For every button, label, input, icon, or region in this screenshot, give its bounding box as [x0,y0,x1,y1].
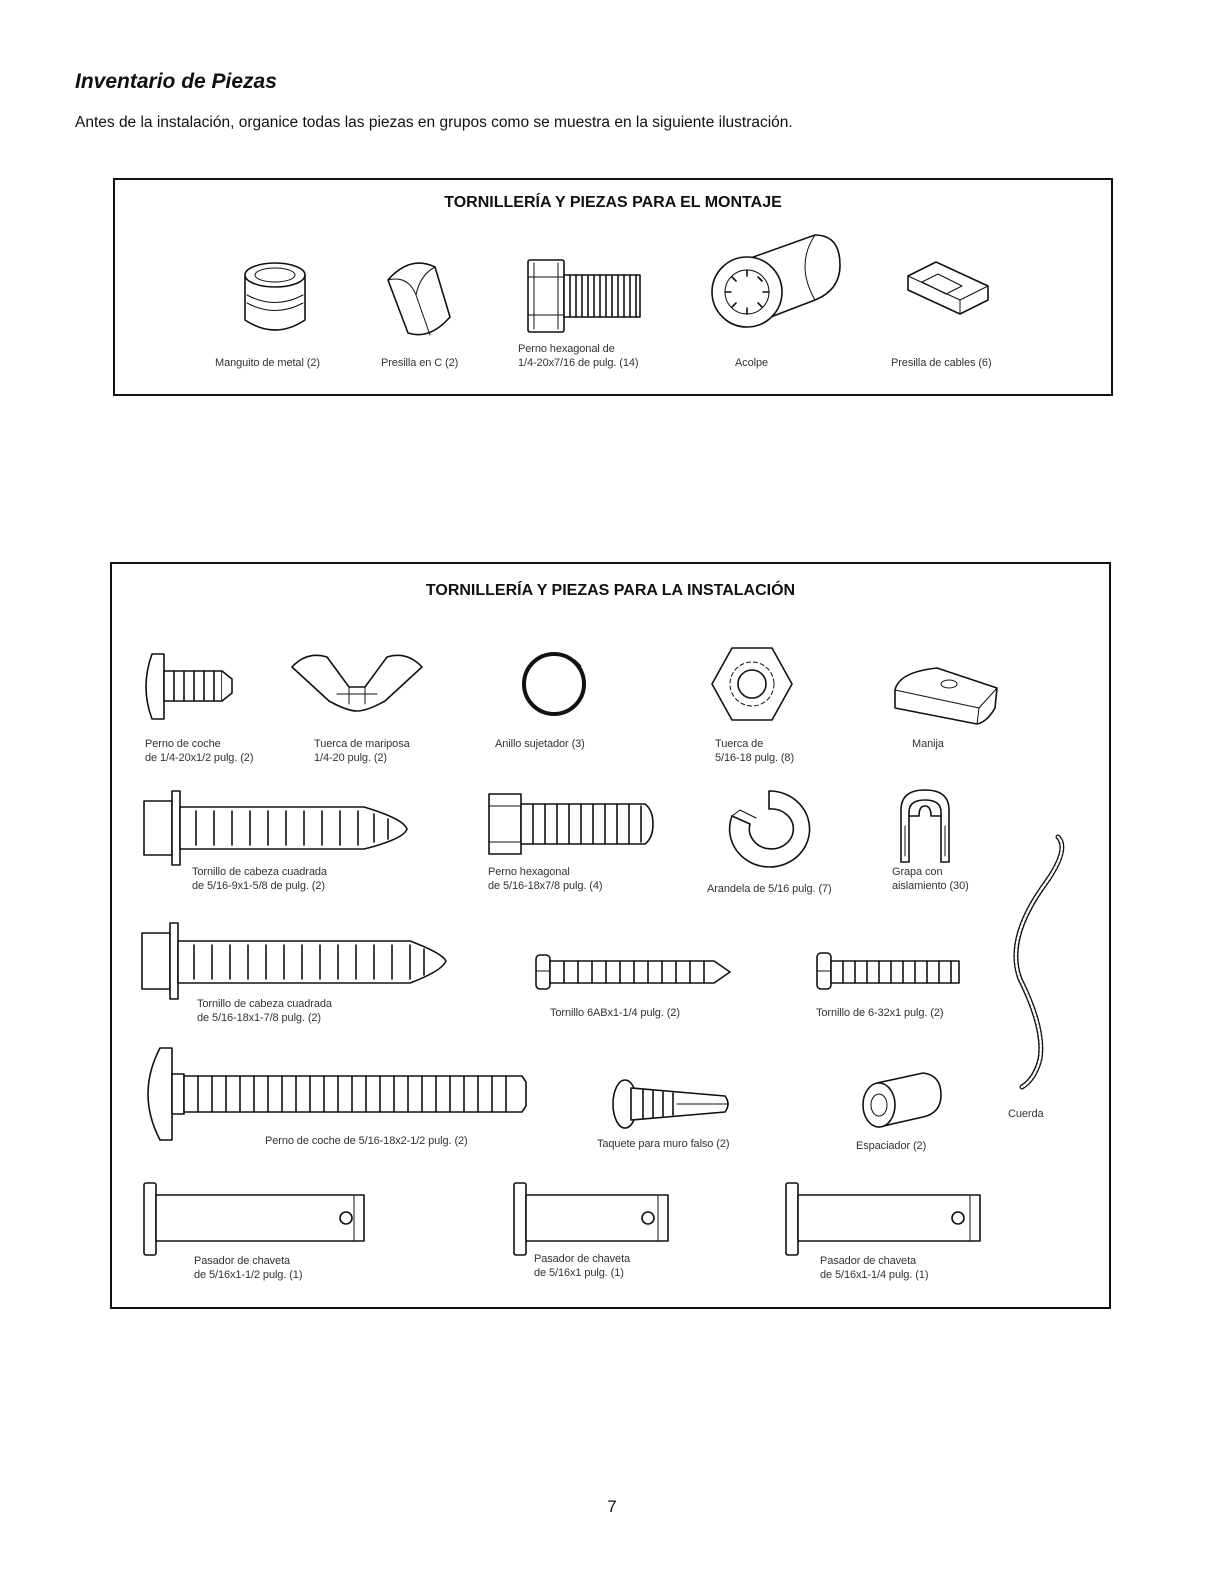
mounting-item-label: Presilla de cables (6) [891,357,992,369]
clevis-pin-medium-icon [782,1179,987,1259]
mounting-item-label: Manguito de metal (2) [215,357,320,369]
cable-clip-icon [900,258,1000,318]
installation-item-label: Arandela de 5/16 pulg. (7) [707,883,832,895]
wing-nut-icon [287,649,427,714]
carriage-bolt-long-icon [142,1044,532,1144]
installation-item-label: Perno de coche de 1/4-20x1/2 pulg. (2) [145,738,254,764]
installation-item-label: Pasador de chaveta de 5/16x1 pulg. (1) [534,1253,631,1279]
mounting-item-label: Perno hexagonal de 1/4-20x7/16 de pulg. (14) [518,343,639,369]
machine-screw-icon [815,949,965,994]
hex-bolt-icon [487,792,657,857]
installation-item-label: Tornillo de cabeza cuadrada de 5/16-9x1-5/8 de pulg. (2) [192,866,327,892]
installation-item-label: Anillo sujetador (3) [495,738,585,750]
installation-item-label: Tuerca de 5/16-18 pulg. (8) [715,738,795,764]
clevis-pin-icon [140,1179,370,1259]
intro-text: Antes de la instalación, organice todas las piezas en grupos como se muestra en la siguiente ilustración. [75,114,793,131]
installation-item-label: Tuerca de mariposa 1/4-20 pulg. (2) [314,738,410,764]
mounting-hardware-box [113,178,1113,396]
installation-item-label: Espaciador (2) [856,1140,927,1152]
lag-screw-long-icon [140,919,450,1004]
lag-screw-icon [142,789,412,869]
hex-bolt-icon [520,255,650,340]
installation-item-label: Taquete para muro falso (2) [597,1138,730,1150]
installation-item-label: Manija [912,738,944,750]
clevis-pin-short-icon [510,1179,675,1259]
hex-nut-icon [710,644,795,724]
page-title: Inventario de Piezas [75,70,277,93]
installation-item-label: Tornillo 6ABx1-1/4 pulg. (2) [550,1007,680,1019]
installation-heading: TORNILLERÍA Y PIEZAS PARA LA INSTALACIÓN [425,582,796,599]
installation-item-label: Perno hexagonal de 5/16-18x7/8 pulg. (4) [488,866,603,892]
installation-item-label: Cuerda [1008,1108,1044,1120]
drywall-anchor-icon [607,1074,732,1134]
installation-item-label: Tornillo de cabeza cuadrada de 5/16-18x1-7/8 pulg. (2) [197,998,332,1024]
installation-item-label: Tornillo de 6-32x1 pulg. (2) [816,1007,944,1019]
mounting-heading: TORNILLERÍA Y PIEZAS PARA EL MONTAJE [444,194,782,211]
sheet-metal-screw-icon [534,949,734,994]
carriage-bolt-icon [142,649,237,724]
rope-icon [1000,829,1075,1094]
lock-washer-icon [722,786,817,871]
coupler-icon [705,230,845,340]
metal-sleeve-icon [235,255,315,345]
installation-hardware-box [110,562,1111,1309]
installation-item-label: Pasador de chaveta de 5/16x1-1/2 pulg. (1) [194,1255,303,1281]
installation-item-label: Grapa con aislamiento (30) [892,866,969,892]
installation-item-label: Pasador de chaveta de 5/16x1-1/4 pulg. (1) [820,1255,929,1281]
ring-fastener-icon [517,644,592,724]
insulated-staple-icon [895,786,955,866]
mounting-item-label: Acolpe [735,357,769,369]
page-number: 7 [607,1497,617,1516]
spacer-icon [857,1069,947,1139]
c-clip-icon [380,255,460,345]
mounting-item-label: Presilla en C (2) [381,357,459,369]
handle-icon [887,662,1007,732]
installation-item-label: Perno de coche de 5/16-18x2-1/2 pulg. (2) [265,1135,468,1147]
